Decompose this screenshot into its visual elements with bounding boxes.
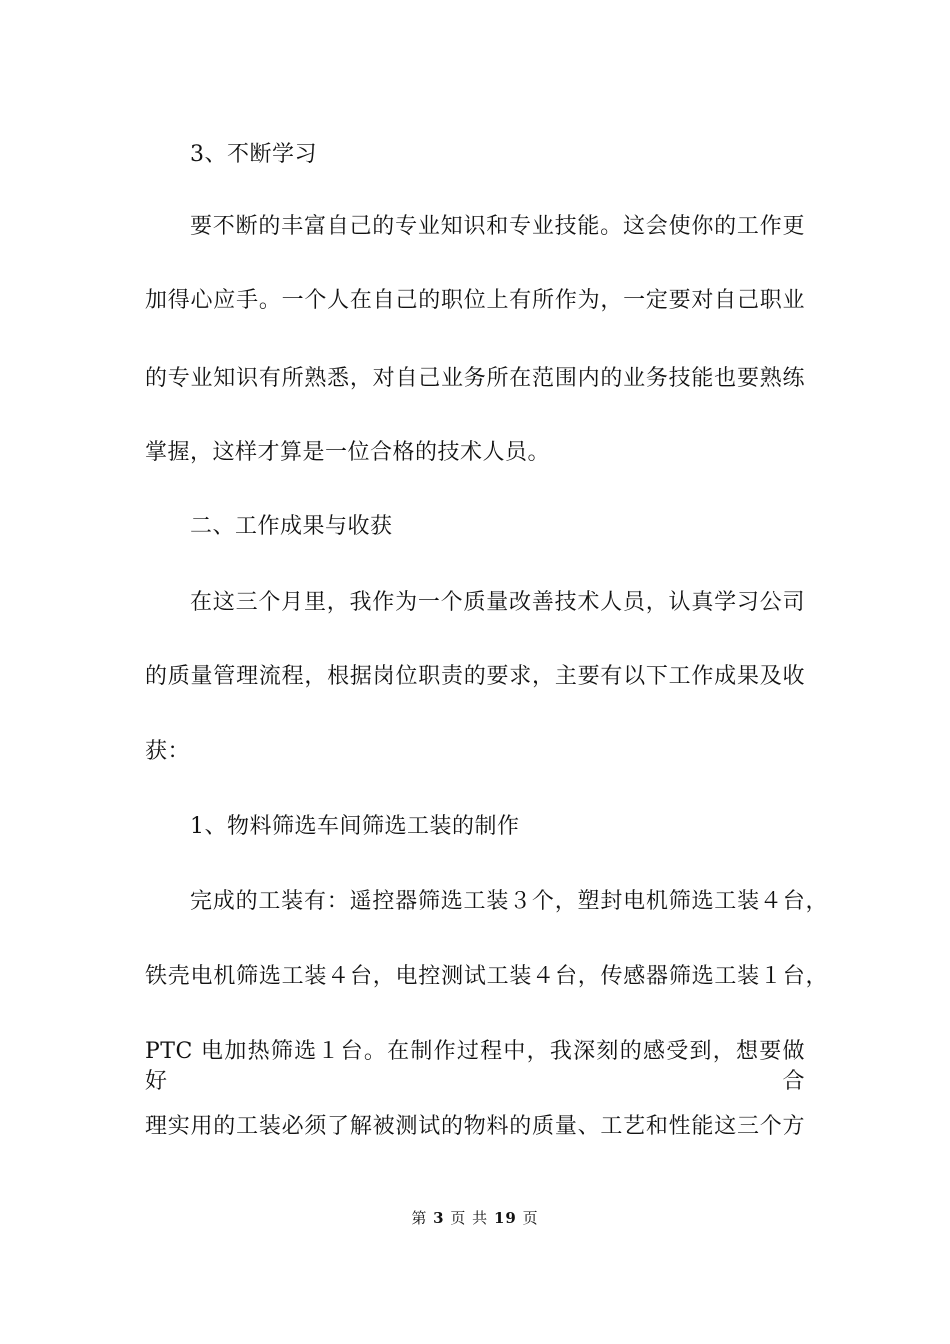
section-heading-results: 二、工作成果与收获 xyxy=(190,514,393,539)
paragraph-line: 铁壳电机筛选工装４台，电控测试工装４台，传感器筛选工装１台， xyxy=(145,964,828,989)
total-pages-number: 19 xyxy=(493,1209,517,1227)
footer-middle: 页 共 xyxy=(450,1209,489,1227)
footer-prefix: 第 xyxy=(411,1209,428,1227)
paragraph-line: 的质量管理流程，根据岗位职责的要求，主要有以下工作成果及收 xyxy=(145,664,805,689)
page-footer xyxy=(0,1208,950,1228)
footer-suffix: 页 xyxy=(522,1209,539,1227)
section-heading-continuous-learning: 3、不断学习 xyxy=(190,142,317,167)
paragraph-line: 完成的工装有：遥控器筛选工装３个，塑封电机筛选工装４台， xyxy=(190,889,828,914)
current-page-number: 3 xyxy=(433,1209,445,1227)
paragraph-line: PTC 电加热筛选１台。在制作过程中，我深刻的感受到，想要做好合 xyxy=(145,1039,805,1094)
paragraph-line: 获： xyxy=(145,739,191,764)
paragraph-line: 加得心应手。一个人在自己的职位上有所作为，一定要对自己职业 xyxy=(145,288,805,313)
section-heading-fixtures: 1、物料筛选车间筛选工装的制作 xyxy=(190,814,520,839)
paragraph-line: 理实用的工装必须了解被测试的物料的质量、工艺和性能这三个方 xyxy=(145,1114,805,1139)
paragraph-line: 掌握，这样才算是一位合格的技术人员。 xyxy=(145,440,551,465)
paragraph-line: 在这三个月里，我作为一个质量改善技术人员，认真学习公司 xyxy=(190,590,805,615)
paragraph-line: 的专业知识有所熟悉，对自己业务所在范围内的业务技能也要熟练 xyxy=(145,366,805,391)
paragraph-line: 要不断的丰富自己的专业知识和专业技能。这会使你的工作更 xyxy=(190,214,805,239)
